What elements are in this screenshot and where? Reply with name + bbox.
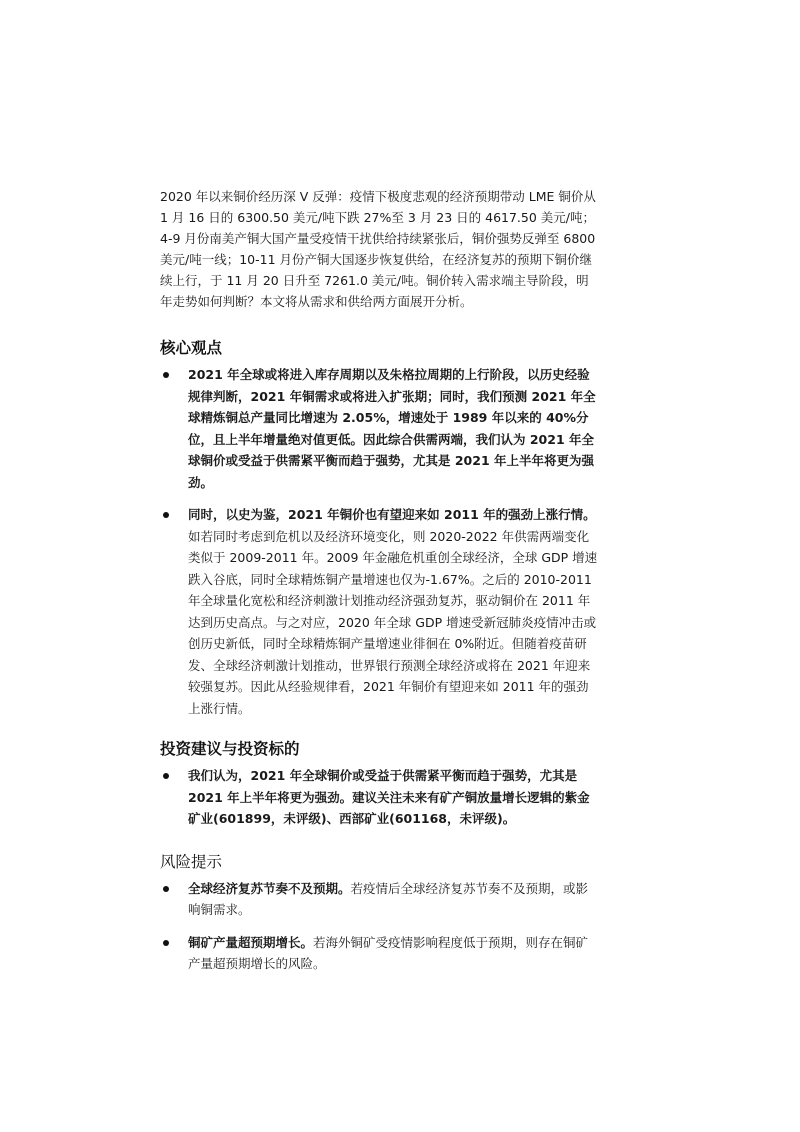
list-item	[160, 504, 600, 719]
list-item	[160, 932, 600, 975]
risk-list	[160, 878, 600, 975]
list-item	[160, 878, 600, 921]
bullet-dot-icon	[163, 512, 169, 518]
bullet-bold-text: 全球经济复苏节奏不及预期。	[188, 880, 351, 896]
bullet-bold-text: 同时，以史为鉴，2021 年铜价也有望迎来如 2011 年的强劲上涨行情。	[188, 507, 596, 522]
bullet-dot-icon	[163, 372, 169, 378]
section-title-core-views: 核心观点	[160, 339, 223, 357]
list-item	[160, 765, 600, 830]
bullet-dot-icon	[163, 773, 169, 779]
bullet-text: 若海外铜矿受疫情影响程度低于预期，则存在铜矿产量超预期增长的风险。	[188, 934, 589, 971]
bullet-text: 若疫情后全球经济复苏节奏不及预期，或影响铜需求。	[188, 880, 589, 917]
investment-list	[160, 765, 600, 830]
bullet-bold-text: 2021 年全球或将进入库存周期以及朱格拉周期的上行阶段，以历史经验规律判断，2021 年铜需求或将进入扩张期；同时，我们预测 2021 年全球精炼铜总产量同比增速为 2.05%，增速处于 1989 年以来的 40%分位，且上半年增量绝对值更低。因此综合供需两端，我们认为 2021 年全球铜价或受益于供需紧平衡而趋于强势，尤其是 2021 年上半年将更为强劲。	[188, 367, 596, 490]
bullet-bold-text: 铜矿产量超预期增长。	[188, 934, 314, 950]
bullet-dot-icon	[163, 886, 169, 892]
list-item	[160, 364, 600, 493]
bullet-dot-icon	[163, 940, 169, 946]
bullet-text: 如若同时考虑到危机以及经济环境变化，则 2020-2022 年供需两端变化类似于 2009-2011 年。2009 年金融危机重创全球经济，全球 GDP 增速跌入谷底，同时全球精炼铜产量增速也仅为-1.67%。之后的 2010-2011 年全球量化宽松和经济刺激计划推动经济强劲复苏，驱动铜价在 2011 年达到历史高点。与之对应，2020 年全球 GDP 增速受新冠肺炎疫情冲击或创历史新低，同时全球精炼铜产量增速业徘徊在 0%附近。但随着疫苗研发、全球经济刺激计划推动，世界银行预测全球经济或将在 2021 年迎来较强复苏。因此从经验规律看，2021 年铜价有望迎来如 2011 年的强劲上涨行情。	[188, 528, 598, 716]
core-views-list	[160, 364, 600, 719]
report-page	[160, 186, 600, 986]
bullet-bold-text: 我们认为，2021 年全球铜价或受益于供需紧平衡而趋于强势，尤其是 2021 年上半年将更为强劲。建议关注未来有矿产铜放量增长逻辑的紫金矿业(601899，未评级)、西部矿业(601168，未评级)。	[188, 768, 590, 826]
section-title-investment: 投资建议与投资标的	[160, 740, 300, 758]
intro-paragraph: 2020 年以来铜价经历深 V 反弹：疫情下极度悲观的经济预期带动 LME 铜价从 1 月 16 日的 6300.50 美元/吨下跌 27%至 3 月 23 日的 4617.50 美元/吨；4-9 月份南美产铜大国产量受疫情干扰供给持续紧张后，铜价强势反弹至 6800 美元/吨一线；10-11 月份产铜大国逐步恢复供给，在经济复苏的预期下铜价继续上行，于 11 月 20 日升至 7261.0 美元/吨。铜价转入需求端主导阶段，明年走势如何判断？本文将从需求和供给两方面展开分析。	[160, 189, 596, 309]
section-title-risk: 风险提示	[160, 852, 223, 871]
